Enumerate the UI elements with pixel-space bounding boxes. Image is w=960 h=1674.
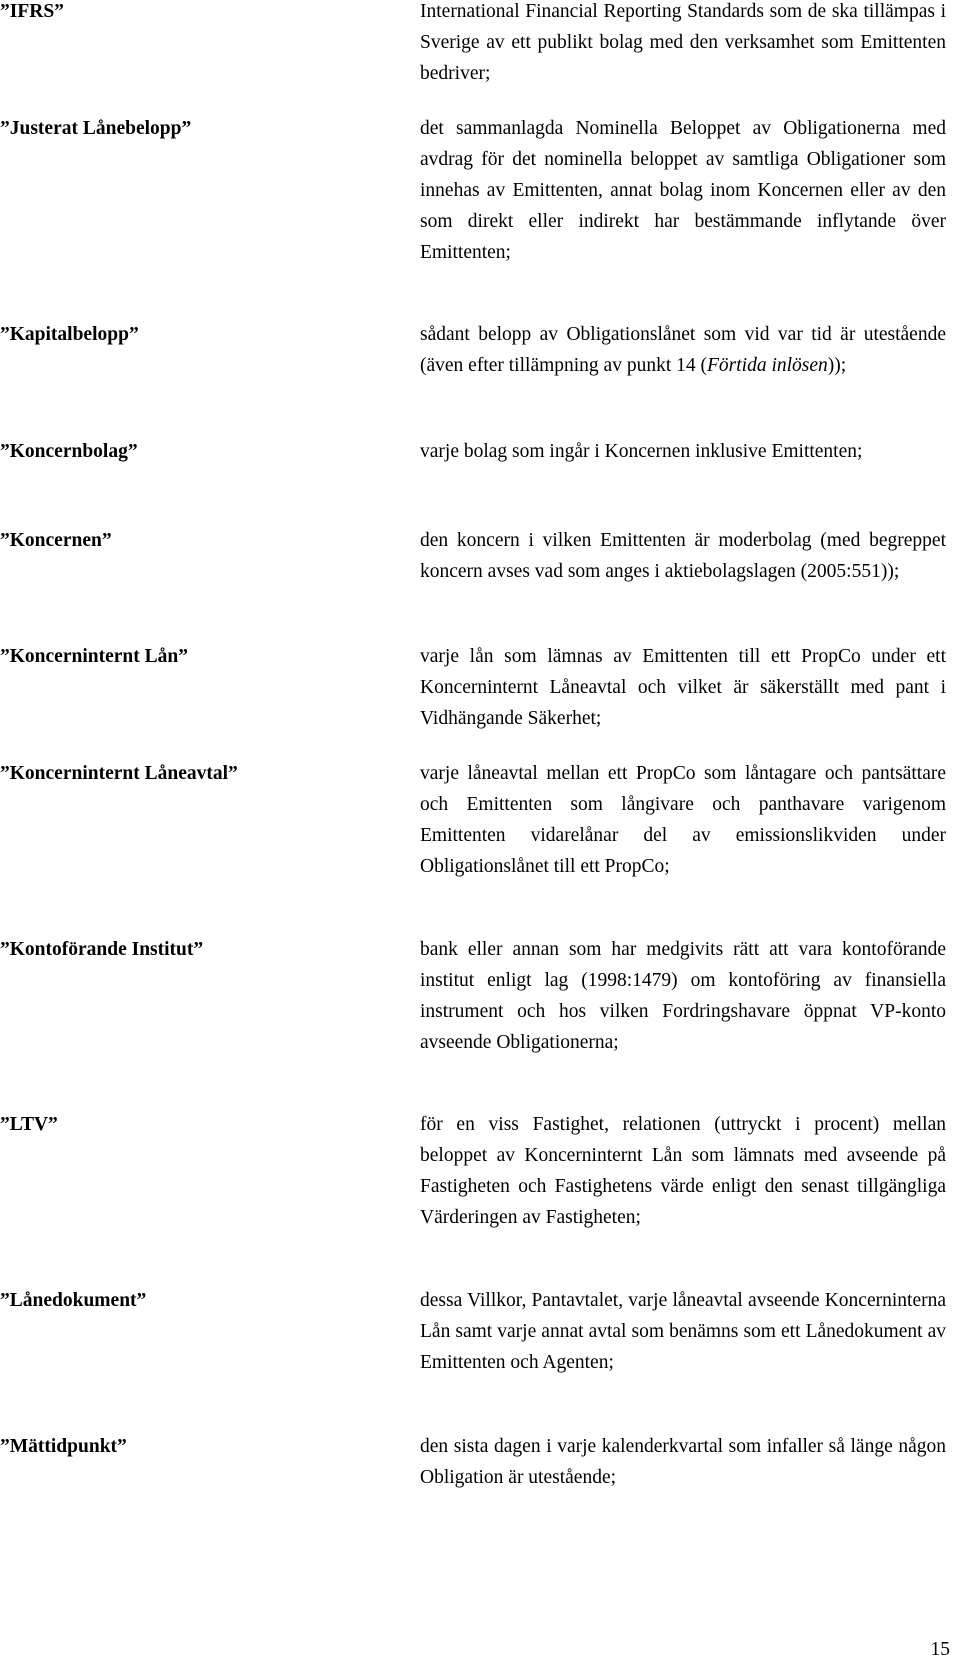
definition-text: den sista dagen i varje kalenderkvartal som infaller så länge någon Obligation är utestående;: [420, 1436, 946, 1488]
definition-text: varje låneavtal mellan ett PropCo som låntagare och pantsättare och Emittenten som långivare och panthavare varigenom Emittenten vidarelånar del av emissionslikviden under Obligationslånet till ett PropCo;: [420, 763, 946, 877]
definition-text-italic: Förtida inlösen: [707, 355, 828, 376]
definition-term: ”IFRS”: [0, 1, 64, 22]
definition-term: ”Koncerninternt Lån”: [0, 646, 188, 667]
definition-text-part: ));: [827, 355, 847, 376]
definition-term: ”Kontoförande Institut”: [0, 939, 204, 960]
definition-text: bank eller annan som har medgivits rätt att vara kontoförande institut enligt lag (1998:1479) om kontoföring av finansiella instrument och hos vilken Fordringshavare öppnat VP-konto avseende Obligationerna;: [420, 939, 946, 1053]
definition-text: för en viss Fastighet, relationen (uttryckt i procent) mellan beloppet av Koncerninternt Lån som lämnats med avseende på Fastigheten och Fastighetens värde enligt den senast tillgängliga Värderingen av Fastigheten;: [420, 1114, 946, 1228]
page-number: 15: [930, 1639, 950, 1660]
definition-term: ”Koncernbolag”: [0, 441, 138, 462]
definition-term: ”Lånedokument”: [0, 1290, 147, 1311]
definition-term: ”Kapitalbelopp”: [0, 324, 139, 345]
definition-text: varje lån som lämnas av Emittenten till ett PropCo under ett Koncerninternt Låneavtal och vilket är säkerställt med pant i Vidhängande Säkerhet;: [420, 646, 946, 729]
definition-term: ”Justerat Lånebelopp”: [0, 118, 192, 139]
definition-text: [420, 319, 946, 381]
definition-text: den koncern i vilken Emittenten är moderbolag (med begreppet koncern avses vad som anges i aktiebolagslagen (2005:551));: [420, 530, 946, 582]
definition-term: ”LTV”: [0, 1114, 58, 1135]
definition-text-part: sådant belopp av Obligationslånet som vid var tid är utestående (även efter tillämpning av punkt 14 (: [420, 324, 946, 376]
definition-term: ”Koncernen”: [0, 530, 112, 551]
definition-term: ”Koncerninternt Låneavtal”: [0, 763, 238, 784]
definition-text: dessa Villkor, Pantavtalet, varje låneavtal avseende Koncerninterna Lån samt varje annat avtal som benämns som ett Lånedokument av Emittenten och Agenten;: [420, 1290, 946, 1373]
definition-text: varje bolag som ingår i Koncernen inklusive Emittenten;: [420, 441, 863, 462]
definition-text: det sammanlagda Nominella Beloppet av Obligationerna med avdrag för det nominella beloppet av samtliga Obligationer som innehas av Emittenten, annat bolag inom Koncernen eller av den som direkt eller indirekt har bestämmande inflytande över Emittenten;: [420, 118, 946, 263]
definition-term: ”Mättidpunkt”: [0, 1436, 127, 1457]
definition-text: International Financial Reporting Standards som de ska tillämpas i Sverige av ett publikt bolag med den verksamhet som Emittenten bedriver;: [420, 1, 946, 84]
